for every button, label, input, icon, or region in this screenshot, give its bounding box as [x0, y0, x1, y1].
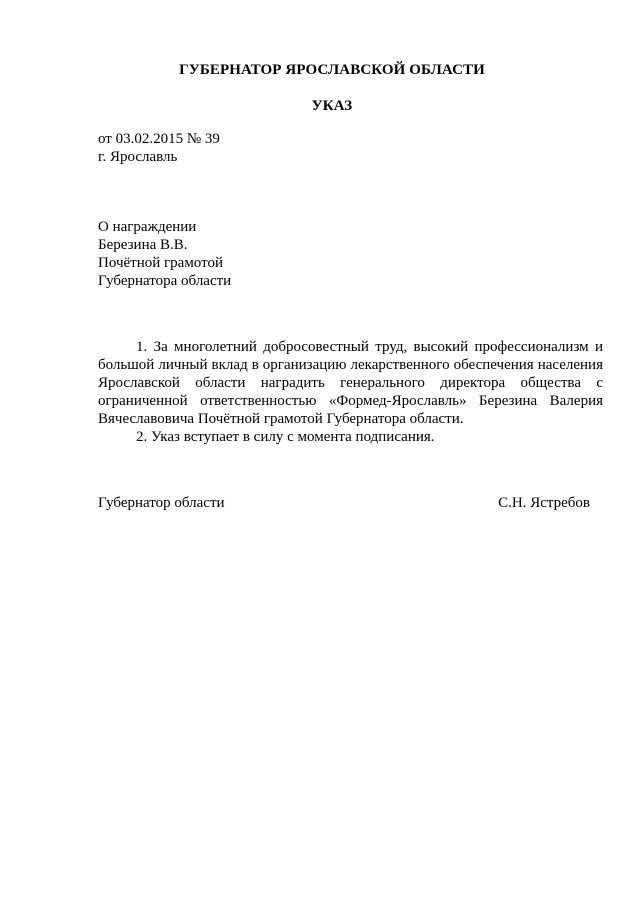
body-paragraph: 2. Указ вступает в силу с момента подписания. — [136, 429, 435, 445]
issuing-authority-heading: ГУБЕРНАТОР ЯРОСЛАВСКОЙ ОБЛАСТИ — [179, 62, 485, 78]
signatory-name: С.Н. Ястребов — [498, 495, 590, 511]
signature-block — [98, 494, 590, 512]
subject-line: Березина В.В. — [98, 237, 188, 253]
subject-line: Губернатора области — [98, 273, 232, 289]
document-meta — [98, 130, 220, 166]
document-type-heading: УКАЗ — [311, 98, 353, 114]
document-body — [98, 338, 603, 446]
document-date-number: от 03.02.2015 № 39 — [98, 131, 220, 147]
signatory-position: Губернатор области — [98, 495, 225, 511]
body-paragraph: 1. За многолетний добросовестный труд, высокий профессионализм и большой личный вклад в организацию лекарственного обеспечения населения Ярославской области наградить генерального директора общества с ограниченной ответственностью «Формед-Ярославль» Березина Валерия Вячеславовича Почётной грамотой Губернатора области. — [98, 339, 603, 427]
subject-line: Почётной грамотой — [98, 255, 223, 271]
document-place: г. Ярославль — [98, 149, 178, 165]
document-subject — [98, 218, 231, 290]
subject-line: О награждении — [98, 219, 197, 235]
